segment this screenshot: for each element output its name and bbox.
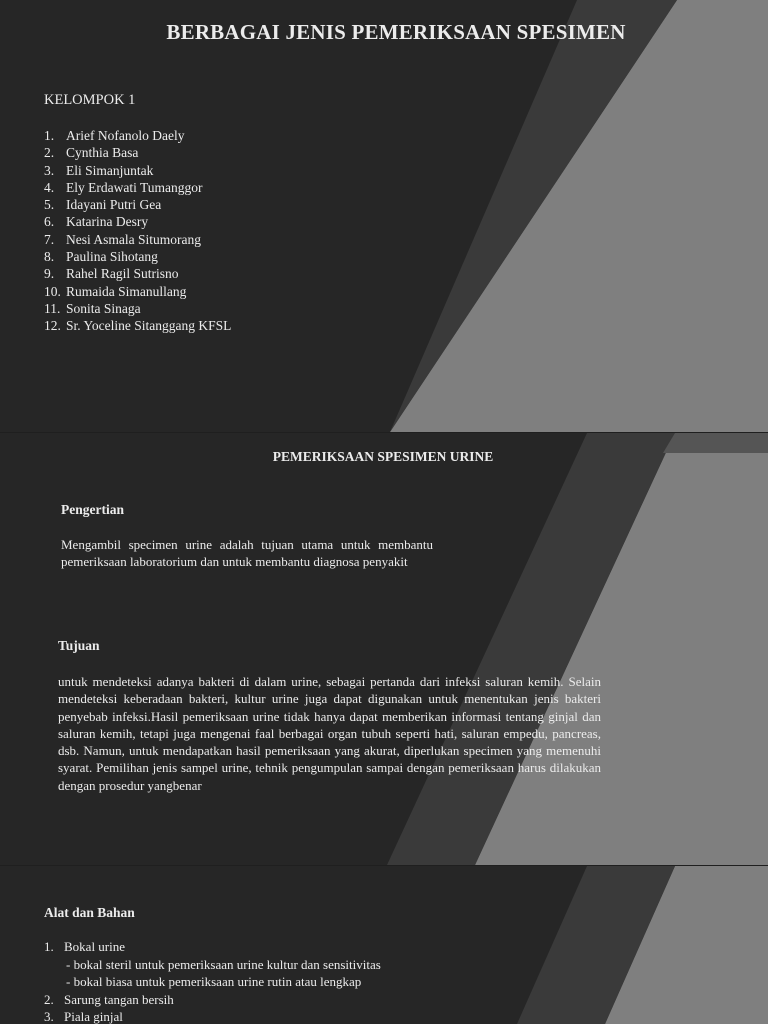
tools-list	[44, 938, 381, 1024]
slide-title-heading: BERBAGAI JENIS PEMERIKSAAN SPESIMEN	[166, 20, 626, 44]
list-item: 3. Piala ginjal	[44, 1009, 123, 1024]
section-heading-alat-bahan: Alat dan Bahan	[44, 905, 135, 920]
group-label: KELOMPOK 1	[44, 92, 136, 108]
slide-urine-examination	[0, 433, 768, 865]
list-subitem: - bokal biasa untuk pemeriksaan urine rutin atau lengkap	[66, 974, 362, 989]
list-subitem: - bokal steril untuk pemeriksaan urine kultur dan sensitivitas	[66, 956, 381, 972]
slide-tools-materials	[0, 866, 768, 1024]
list-item: 6. Katarina Desry	[44, 214, 149, 230]
pengertian-paragraph: Mengambil specimen urine adalah tujuan utama untuk membantu pemeriksaan laboratorium dan untuk membantu diagnosa penyakit	[61, 537, 433, 570]
list-item: 8. Paulina Sihotang	[44, 249, 158, 265]
section-heading-tujuan: Tujuan	[58, 638, 100, 653]
list-item: 4. Ely Erdawati Tumanggor	[44, 179, 203, 195]
section-heading-pengertian: Pengertian	[61, 502, 124, 517]
tujuan-paragraph: untuk mendeteksi adanya bakteri di dalam urine, sebagai pertanda dari infeksi saluran kemih. Selain mendeteksi keberadaan bakteri, kultur urine juga dapat digunakan untuk menentukan jenis bakteri penyebab infeksi.Hasil pemeriksaan urine tidak hanya dapat memberikan informasi tentang ginjal dan saluran kemih, tetapi juga mengenai faal berbagai organ tubuh seperti hati, saluran empedu, pancreas, dsb. Namun, untuk mendapatkan hasil pemeriksaan yang akurat, diperlukan specimen yang memenuhi syarat. Pemilihan jenis sampel urine, tehnik pengumpulan sampai dengan pemeriksaan harus dilakukan dengan prosedur yangbenar	[58, 674, 601, 793]
list-item: 9. Rahel Ragil Sutrisno	[44, 266, 179, 282]
list-item: 10. Rumaida Simanullang	[44, 283, 187, 299]
list-item: 11. Sonita Sinaga	[44, 300, 141, 316]
slide-title	[0, 0, 768, 432]
list-item: 12. Sr. Yoceline Sitanggang KFSL	[44, 318, 232, 334]
slide-heading: PEMERIKSAAN SPESIMEN URINE	[272, 449, 494, 464]
member-list	[44, 127, 231, 335]
list-item: 5. Idayani Putri Gea	[44, 197, 162, 213]
list-item: 1. Arief Nofanolo Daely	[44, 128, 185, 143]
list-item: 3. Eli Simanjuntak	[44, 162, 154, 178]
list-item: 2. Sarung tangan bersih	[44, 991, 174, 1007]
list-item: 2. Cynthia Basa	[44, 145, 139, 161]
list-item: 1. Bokal urine	[44, 939, 126, 954]
list-item: 7. Nesi Asmala Situmorang	[44, 231, 201, 247]
